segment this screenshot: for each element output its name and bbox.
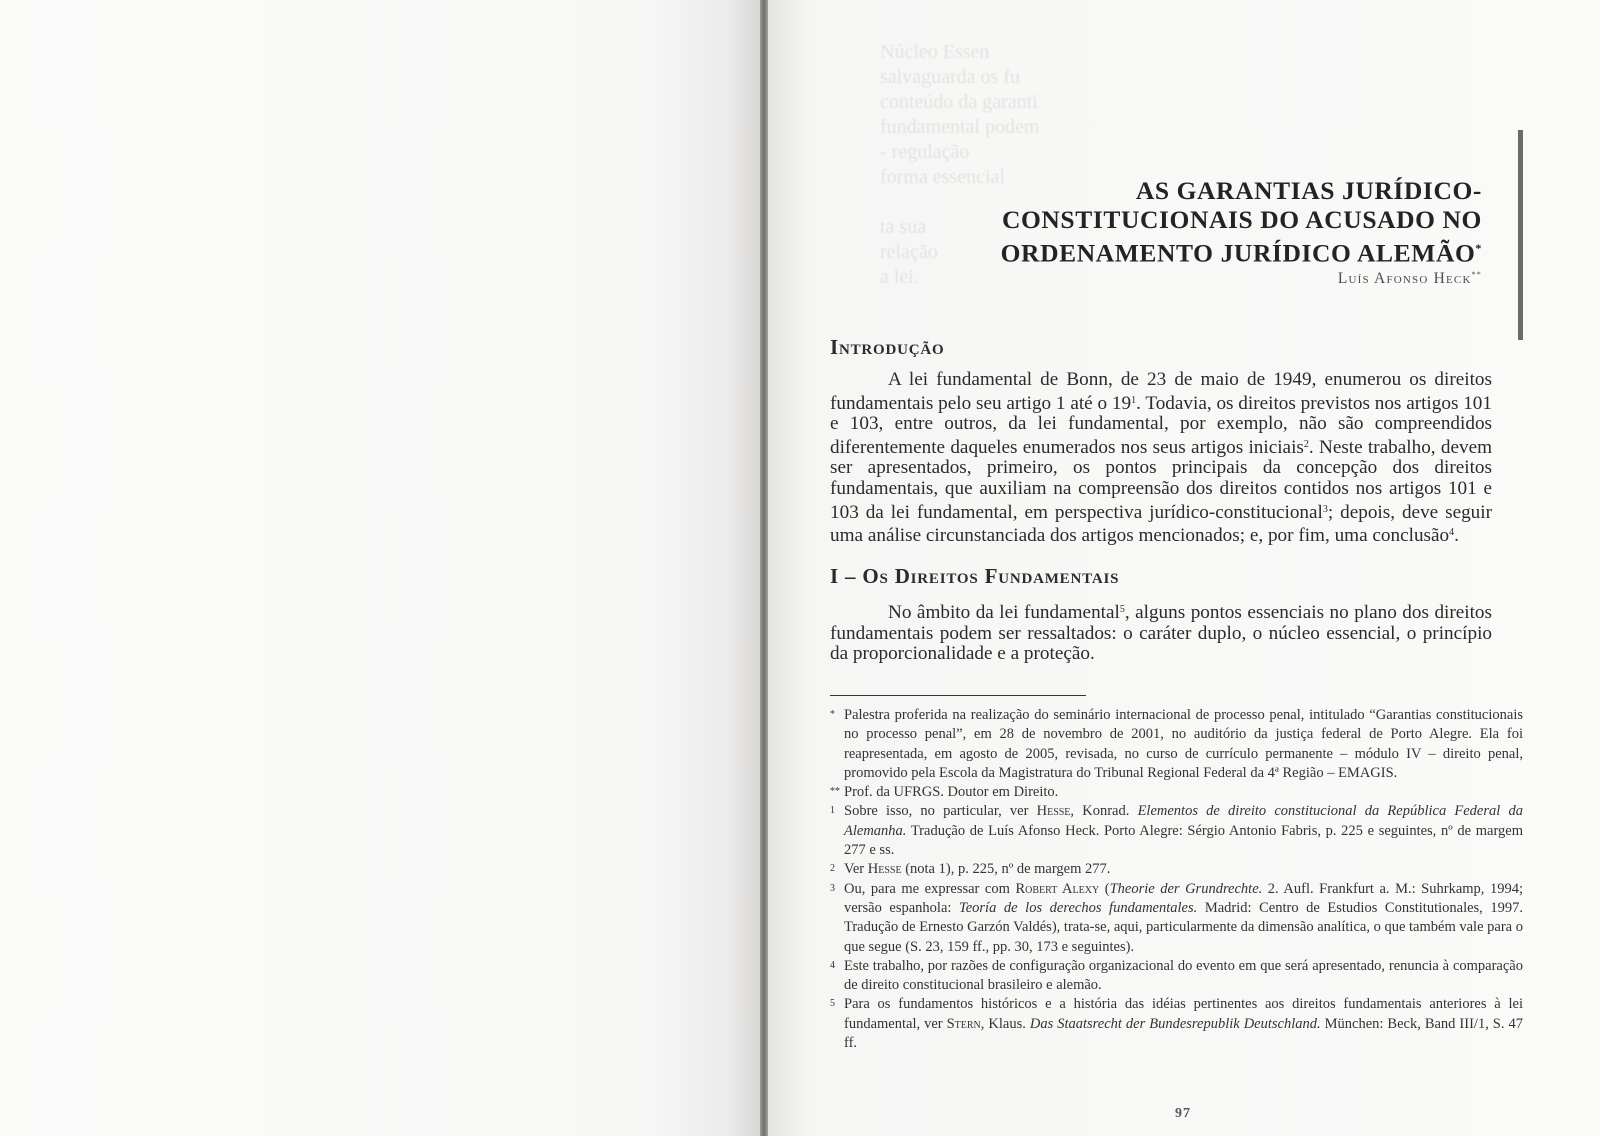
author-name-text: Luís Afonso Heck [1337, 269, 1472, 287]
title-line-1: AS GARANTIAS JURÍDICO- [1135, 176, 1482, 205]
footnote-4 [830, 957, 1523, 996]
footnote-mark: * [830, 709, 835, 720]
text-segment: . Todavia, os direitos previstos nos artigos 101 e 103, entre outros, da lei fundamental, por exemplo, não são compreendidos diferentemente daqueles enumerados nos seus artigos iniciais [830, 392, 1492, 458]
footnote-ref: 2 [1303, 438, 1309, 450]
footnote-ref: 1 [1131, 394, 1137, 406]
introduction-heading: Introdução [830, 335, 945, 359]
text-segment: Sobre isso, no particular, ver [844, 803, 1037, 820]
footnote-mark: 2 [830, 863, 835, 875]
text-segment: . [1454, 525, 1459, 547]
author-surname: Stern [946, 1015, 981, 1032]
book-title: Theorie der Grundrechte. [1109, 880, 1263, 897]
footnote-double-star [830, 783, 1523, 802]
text-segment: , Klaus. [980, 1015, 1030, 1032]
introduction-text [830, 370, 1492, 547]
footnote-ref: 4 [1449, 527, 1455, 539]
title-side-bar [1518, 130, 1523, 340]
section-1-heading: I – Os Direitos Fundamentais [830, 564, 1120, 588]
text-segment: No âmbito da lei fundamental [888, 602, 1120, 623]
book-title: Teoría de los derechos fundamentales. [959, 899, 1198, 916]
footnote-mark: 5 [830, 998, 835, 1010]
footnote-separator [830, 695, 1086, 696]
text-segment: München: Beck, Band III/1, S. 47 ff. [844, 1015, 1523, 1052]
footnote-star [830, 706, 1523, 783]
left-blank-page [0, 0, 760, 1136]
text-segment: 2. Aufl. Frankfurt a. M.: Suhrkamp, 1994; versão espanhola: [844, 880, 1523, 916]
book-title: Das Staatsrecht der Bundesrepublik Deutschland. [1029, 1015, 1321, 1032]
show-through-line: a lei. [880, 266, 919, 288]
author-surname: Hesse [1036, 803, 1071, 820]
show-through-line: conteúdo da garanti [880, 91, 1038, 113]
footnote-3 [830, 880, 1523, 957]
show-through-line: salvaguarda os fu [880, 66, 1020, 88]
text-segment: ; depois, deve seguir uma análise circunstanciada dos artigos mencionados; e, por fim, uma conclusão [830, 501, 1493, 547]
footnote-mark: 1 [830, 805, 835, 817]
footnote-text: Este trabalho, por razões de configuração organizacional do evento em que será apresentado, renuncia à comparação de direito constitucional brasileiro e alemão. [844, 957, 1523, 994]
show-through-line: ta sua [880, 216, 927, 238]
footnote-text: Prof. da UFRGS. Doutor em Direito. [844, 784, 1059, 801]
footnote-text: Palestra proferida na realização do seminário internacional de processo penal, intitulado “Garantias constitucionais no processo penal”, em 28 de novembro de 2001, no auditório da justiça federal de Porto Alegre. Ela foi reapresentada, em agosto de 2005, revisada, no curso de currículo permanente – módulo IV – direito penal, promovido pela Escola da Magistratura do Tribunal Regional Federal da 4ª Região – EMAGIS. [844, 707, 1523, 781]
footnotes [830, 706, 1523, 1053]
show-through-line: forma essencial [880, 166, 1005, 188]
footnote-mark: 4 [830, 959, 835, 971]
show-through-line: relação [880, 241, 938, 263]
page-number: 97 [1175, 1106, 1191, 1121]
show-through-line: fundamental podem [880, 116, 1040, 138]
footnote-mark: 3 [830, 882, 835, 894]
text-segment: A lei fundamental de Bonn, de 23 de maio de 1949, enumerou os direitos fundamentais pelo seu artigo 1 até o 19 [830, 369, 1492, 414]
footnote-5 [830, 995, 1523, 1053]
title-footnote-mark: * [1475, 241, 1482, 255]
author-name [900, 270, 1482, 288]
author-footnote-mark: ** [1471, 269, 1482, 279]
footnote-ref: 3 [1322, 503, 1328, 515]
footnote-1 [830, 802, 1523, 860]
text-segment: Madrid: Centro de Estudios Constitutionales, 1997. Tradução de Ernesto Garzón Valdés), trata-se, aqui, particularmente da dimensão analítica, o que também vale para o que segue (S. 23, 159 ff., pp. 30, 173 e seguintes). [844, 899, 1523, 955]
text-segment: (nota 1), p. 225, nº de margem 277. [901, 861, 1111, 878]
introduction-paragraph [830, 370, 1492, 547]
author-surname: Robert Alexy [1015, 880, 1100, 897]
title-line-3 [900, 234, 1482, 268]
show-through-line: - regulação [880, 141, 970, 163]
article-title-block [900, 176, 1482, 288]
section-1-paragraph [830, 600, 1492, 665]
text-segment: Tradução de Luís Afonso Heck. Porto Alegre: Sérgio Antonio Fabris, p. 225 e seguintes, nº de margem 277 e ss. [844, 822, 1523, 859]
text-segment: Para os fundamentos históricos e a história das idéias pertinentes aos direitos fundamentais anteriores à lei fundamental, ver [844, 996, 1523, 1032]
text-segment: , Konrad. [1070, 803, 1138, 820]
title-line-2: CONSTITUCIONAIS DO ACUSADO NO [1001, 205, 1482, 234]
text-segment: . Neste trabalho, devem ser apresentados, primeiro, os pontos principais da concepção dos direitos fundamentais, que auxiliam na compreensão dos direitos contidos nos artigos 101 e 103 da lei fundamental, em perspectiva jurídico-constitucional [830, 436, 1493, 523]
text-segment: ( [1099, 880, 1110, 897]
footnote-mark: ** [830, 786, 840, 798]
section-1-text [830, 600, 1492, 665]
title-line-3-text: ORDENAMENTO JURÍDICO ALEMÃO [1000, 238, 1476, 268]
text-segment: Ver [844, 861, 868, 878]
book-title: Elementos de direito constitucional da República Federal da Alemanha. [844, 803, 1523, 839]
footnote-ref: 5 [1119, 604, 1125, 615]
book-gutter [760, 0, 768, 1136]
text-segment: Ou, para me expressar com [844, 880, 1016, 897]
author-surname: Hesse [867, 861, 902, 878]
text-segment: , alguns pontos essenciais no plano dos direitos fundamentais podem ser ressaltados: o caráter duplo, o núcleo essencial, o princípio da proporcionalidade e a proteção. [830, 602, 1492, 665]
footnote-2 [830, 860, 1523, 879]
show-through-line: Núcleo Essen [880, 41, 990, 63]
